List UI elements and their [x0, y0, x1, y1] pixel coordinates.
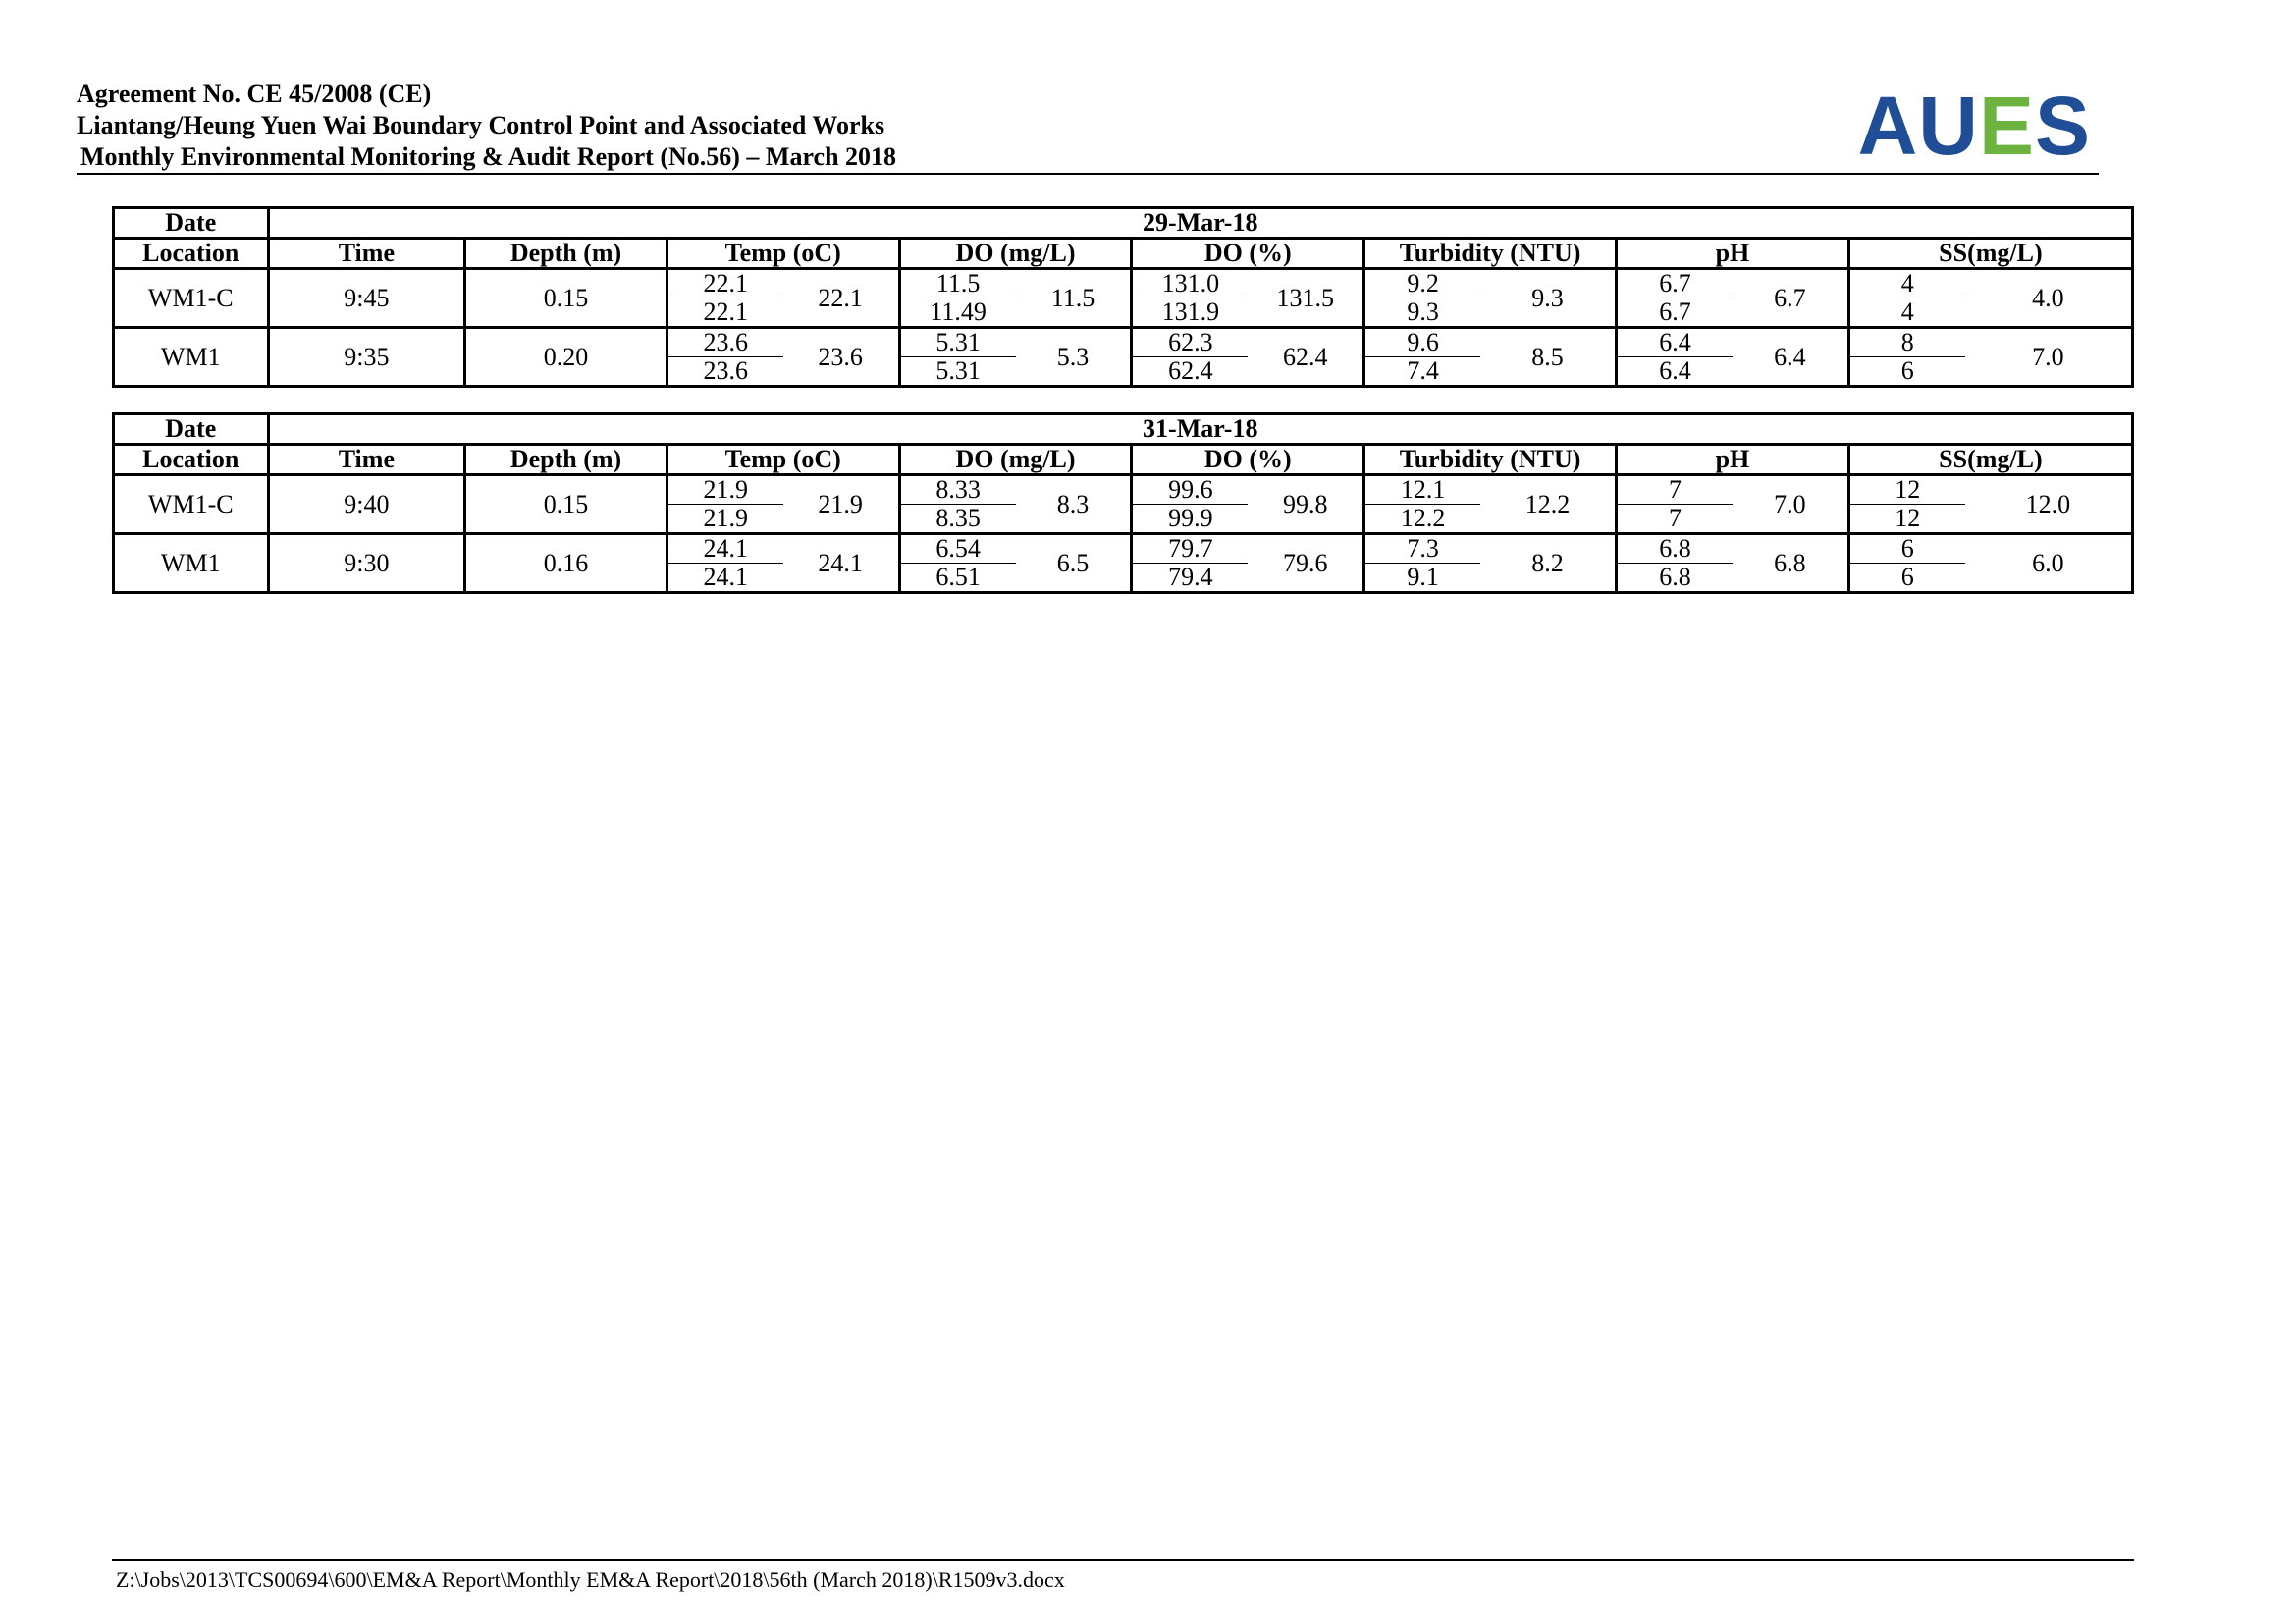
location-cell: WM1-C — [147, 283, 234, 312]
column-header-ph: pH — [1617, 239, 1849, 269]
do_pct-average: 131.5 — [1276, 283, 1334, 312]
monitoring-table-29-Mar-18 — [112, 206, 2134, 388]
do_mgl-reading-1: 6.54 — [899, 534, 1015, 564]
footer-file-path: Z:\Jobs\2013\TCS00694\600\EM&A Report\Monthly EM&A Report\2018\56th (March 2018)\R1509v3.docx — [116, 1567, 1065, 1592]
turb-average: 9.3 — [1531, 283, 1564, 312]
column-header-time: Time — [268, 445, 465, 475]
ph-average: 6.8 — [1733, 534, 1848, 593]
column-header-temp: Temp (oC) — [667, 239, 899, 269]
ph-reading-1: 6.7 — [1617, 269, 1733, 298]
do_pct-reading-1: 62.3 — [1132, 328, 1248, 357]
ss-reading-1: 12 — [1848, 475, 1964, 505]
turb-reading-1: 9.2 — [1364, 269, 1480, 298]
ph-average: 6.4 — [1733, 328, 1848, 387]
do_pct-average: 62.4 — [1248, 328, 1363, 387]
time-cell: 9:45 — [268, 269, 465, 328]
ss-reading-2: 4 — [1848, 298, 1964, 328]
agreement-title: Agreement No. CE 45/2008 (CE) — [77, 80, 432, 108]
time-cell: 9:35 — [268, 328, 465, 387]
ss-average: 4.0 — [2032, 283, 2064, 312]
column-header-ss: SS(mg/L) — [1848, 239, 2132, 269]
turb-average: 8.5 — [1480, 328, 1616, 387]
column-header-time: Time — [268, 239, 465, 269]
ss-reading-2: 6 — [1848, 357, 1964, 387]
aues-logo: AUES — [1857, 80, 2091, 172]
do_pct-reading-2: 99.9 — [1132, 505, 1248, 534]
temp-average: 23.6 — [783, 328, 899, 387]
column-header-do_pct: DO (%) — [1132, 445, 1364, 475]
temp-reading-2: 24.1 — [667, 564, 782, 593]
column-header-depth: Depth (m) — [465, 445, 667, 475]
column-header-depth: Depth (m) — [465, 239, 667, 269]
monitoring-table-31-Mar-18 — [112, 412, 2134, 594]
temp-reading-1: 21.9 — [667, 475, 782, 505]
temp-reading-2: 21.9 — [667, 505, 782, 534]
do_mgl-reading-2: 6.51 — [899, 564, 1015, 593]
ph-reading-2: 7 — [1617, 505, 1733, 534]
turb-average: 12.2 — [1524, 489, 1571, 518]
column-header-do_mgl: DO (mg/L) — [899, 239, 1132, 269]
location-cell: WM1 — [114, 534, 269, 593]
do_mgl-average: 6.5 — [1016, 534, 1132, 593]
do_pct-reading-2: 79.4 — [1132, 564, 1248, 593]
ss-reading-1: 6 — [1848, 534, 1964, 564]
date-value: 31-Mar-18 — [268, 414, 2132, 445]
do_mgl-reading-2: 11.49 — [899, 298, 1015, 328]
column-header-temp: Temp (oC) — [667, 445, 899, 475]
temp-average: 24.1 — [783, 534, 899, 593]
footer-divider — [112, 1559, 2134, 1561]
turb-reading-2: 7.4 — [1364, 357, 1480, 387]
temp-reading-2: 22.1 — [667, 298, 782, 328]
column-header-do_pct: DO (%) — [1132, 239, 1364, 269]
project-title: Liantang/Heung Yuen Wai Boundary Control Point and Associated Works — [77, 111, 885, 139]
date-value: 29-Mar-18 — [268, 208, 2132, 239]
report-header — [77, 79, 2099, 175]
report-title: Monthly Environmental Monitoring & Audit Report (No.56) – March 2018 — [77, 141, 2099, 175]
column-header-location: Location — [114, 445, 269, 475]
column-header-location: Location — [114, 239, 269, 269]
depth-cell: 0.20 — [465, 328, 667, 387]
turb-reading-2: 9.1 — [1364, 564, 1480, 593]
column-header-ph: pH — [1617, 445, 1849, 475]
ss-average: 7.0 — [1965, 328, 2133, 387]
date-label: Date — [114, 208, 269, 239]
temp-average: 21.9 — [818, 489, 863, 518]
depth-cell: 0.15 — [465, 269, 667, 328]
ph-reading-2: 6.8 — [1617, 564, 1733, 593]
ph-reading-1: 6.8 — [1617, 534, 1733, 564]
ss-reading-2: 12 — [1848, 505, 1964, 534]
time-cell: 9:40 — [268, 475, 465, 534]
do_pct-reading-2: 62.4 — [1132, 357, 1248, 387]
table-row — [114, 534, 2133, 564]
ss-average: 12.0 — [2025, 489, 2071, 518]
time-cell: 9:30 — [268, 534, 465, 593]
column-header-turbidity: Turbidity (NTU) — [1364, 445, 1617, 475]
ss-reading-1: 4 — [1848, 269, 1964, 298]
do_pct-reading-2: 131.9 — [1132, 298, 1248, 328]
do_mgl-reading-1: 11.5 — [899, 269, 1015, 298]
ph-reading-1: 7 — [1617, 475, 1733, 505]
table-row — [114, 269, 2133, 298]
do_mgl-reading-1: 5.31 — [899, 328, 1015, 357]
ss-reading-2: 6 — [1848, 564, 1964, 593]
column-header-turbidity: Turbidity (NTU) — [1364, 239, 1617, 269]
temp-average: 22.1 — [818, 283, 863, 312]
temp-reading-1: 24.1 — [667, 534, 782, 564]
temp-reading-1: 22.1 — [667, 269, 782, 298]
column-header-ss: SS(mg/L) — [1848, 445, 2132, 475]
do_mgl-reading-2: 5.31 — [899, 357, 1015, 387]
ss-reading-1: 8 — [1848, 328, 1964, 357]
location-cell: WM1 — [114, 328, 269, 387]
do_mgl-average: 5.3 — [1016, 328, 1132, 387]
ss-average: 6.0 — [1965, 534, 2133, 593]
table-row — [114, 475, 2133, 505]
location-cell: WM1-C — [147, 489, 234, 518]
do_mgl-average: 11.5 — [1050, 283, 1095, 312]
ph-reading-1: 6.4 — [1617, 328, 1733, 357]
ph-average: 7.0 — [1774, 489, 1806, 518]
column-header-do_mgl: DO (mg/L) — [899, 445, 1132, 475]
do_pct-average: 99.8 — [1282, 489, 1328, 518]
depth-cell: 0.16 — [465, 534, 667, 593]
do_mgl-reading-1: 8.33 — [899, 475, 1015, 505]
date-label: Date — [114, 414, 269, 445]
temp-reading-2: 23.6 — [667, 357, 782, 387]
ph-reading-2: 6.4 — [1617, 357, 1733, 387]
do_pct-reading-1: 131.0 — [1132, 269, 1248, 298]
table-row — [114, 328, 2133, 357]
ph-reading-2: 6.7 — [1617, 298, 1733, 328]
do_pct-reading-1: 99.6 — [1132, 475, 1248, 505]
do_pct-reading-1: 79.7 — [1132, 534, 1248, 564]
do_pct-average: 79.6 — [1248, 534, 1363, 593]
do_mgl-average: 8.3 — [1056, 489, 1090, 518]
temp-reading-1: 23.6 — [667, 328, 782, 357]
ph-average: 6.7 — [1774, 283, 1806, 312]
turb-reading-1: 12.1 — [1364, 475, 1480, 505]
turb-reading-1: 7.3 — [1364, 534, 1480, 564]
do_mgl-reading-2: 8.35 — [899, 505, 1015, 534]
turb-average: 8.2 — [1480, 534, 1616, 593]
turb-reading-1: 9.6 — [1364, 328, 1480, 357]
turb-reading-2: 12.2 — [1364, 505, 1480, 534]
depth-cell: 0.15 — [465, 475, 667, 534]
turb-reading-2: 9.3 — [1364, 298, 1480, 328]
